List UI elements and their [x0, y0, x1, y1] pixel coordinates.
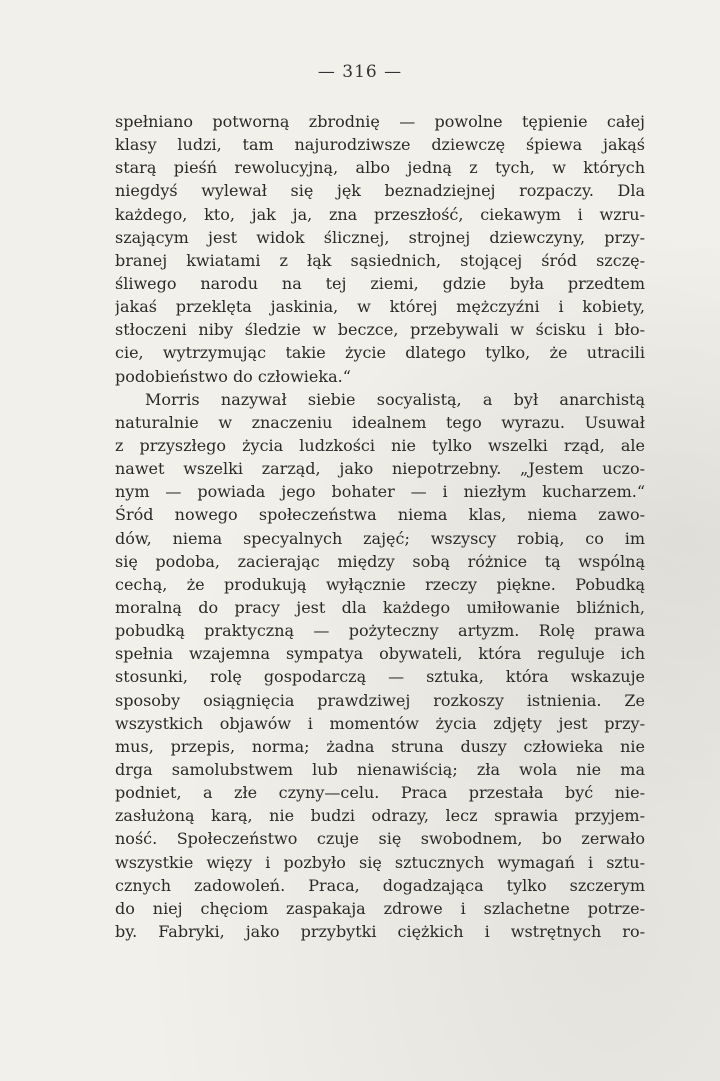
text-line: podobieństwo do człowieka.“	[115, 366, 351, 386]
text-line: branej kwiatami z łąk sąsiednich, stojącej śród szczę-	[115, 250, 645, 270]
text-line: stłoczeni niby śledzie w beczce, przebywali w ścisku i bło-	[115, 320, 645, 340]
text-line: nawet wszelki zarząd, jako niepotrzebny. „Jestem uczo-	[115, 459, 645, 479]
paragraph-start-line: Morris nazywał siebie socyalistą, a był anarchistą	[145, 389, 645, 409]
text-line: cznych zadowoleń. Praca, dogadzająca tylko szczerym	[115, 875, 645, 895]
text-line: wszystkich objawów i momentów życia zdjęty jest przy-	[115, 713, 645, 733]
text-line: szającym jest widok ślicznej, strojnej dziewczyny, przy-	[115, 227, 645, 247]
text-line: naturalnie w znaczeniu idealnem tego wyrazu. Usuwał	[115, 412, 645, 432]
text-line: Śród nowego społeczeństwa niema klas, niema zawo-	[115, 505, 645, 525]
text-line: śliwego narodu na tej ziemi, gdzie była przedtem	[115, 273, 645, 293]
text-line: do niej chęciom zaspakaja zdrowe i szlachetne potrze-	[115, 898, 645, 918]
text-line: klasy ludzi, tam najurodziwsze dziewczę śpiewa jakąś	[115, 135, 645, 155]
text-line: stosunki, rolę gospodarczą — sztuka, która wskazuje	[115, 667, 645, 687]
text-line: cie, wytrzymując takie życie dlatego tylko, że utracili	[115, 343, 645, 363]
text-line: wszystkie więzy i pozbyło się sztucznych wymagań i sztu-	[115, 852, 645, 872]
text-line: drga samolubstwem lub nienawiścią; zła wola nie ma	[115, 759, 645, 779]
text-line: starą pieśń rewolucyjną, albo jedną z tych, w których	[115, 158, 645, 178]
text-line: cechą, że produkują wyłącznie rzeczy piękne. Pobudką	[115, 574, 645, 594]
text-line: sposoby osiągnięcia prawdziwej rozkoszy istnienia. Ze	[115, 690, 645, 710]
text-line: podniet, a złe czyny—celu. Praca przestała być nie-	[115, 783, 645, 803]
text-line: spełniano potworną zbrodnię — powolne tępienie całej	[115, 112, 645, 131]
text-line: dów, niema specyalnych zajęć; wszyscy robią, co im	[115, 528, 645, 548]
text-line: jakaś przeklęta jaskinia, w której mężczyźni i kobiety,	[115, 297, 645, 317]
body-text	[115, 110, 645, 943]
text-line: niegdyś wylewał się jęk beznadziejnej rozpaczy. Dla	[115, 181, 645, 201]
text-line: moralną do pracy jest dla każdego umiłowanie bliźnich,	[115, 597, 645, 617]
text-line: ność. Społeczeństwo czuje się swobodnem, bo zerwało	[115, 829, 645, 849]
text-line: spełnia wzajemna sympatya obywateli, która reguluje ich	[115, 644, 645, 664]
page-number: — 316 —	[317, 62, 403, 82]
text-line: nym — powiada jego bohater — i niezłym kucharzem.“	[115, 482, 645, 502]
text-line: każdego, kto, jak ja, zna przeszłość, ciekawym i wzru-	[115, 204, 645, 224]
text-line: pobudką praktyczną — pożyteczny artyzm. Rolę prawa	[115, 621, 645, 641]
text-line: się podoba, zacierając między sobą różnice tą wspólną	[115, 551, 645, 571]
text-line: mus, przepis, norma; żadna struna duszy człowieka nie	[115, 736, 645, 756]
text-line: z przyszłego życia ludzkości nie tylko wszelki rząd, ale	[115, 435, 645, 455]
text-line: zasłużoną karą, nie budzi odrazy, lecz sprawia przyjem-	[115, 806, 645, 826]
text-line: by. Fabryki, jako przybytki ciężkich i wstrętnych ro-	[115, 921, 645, 941]
